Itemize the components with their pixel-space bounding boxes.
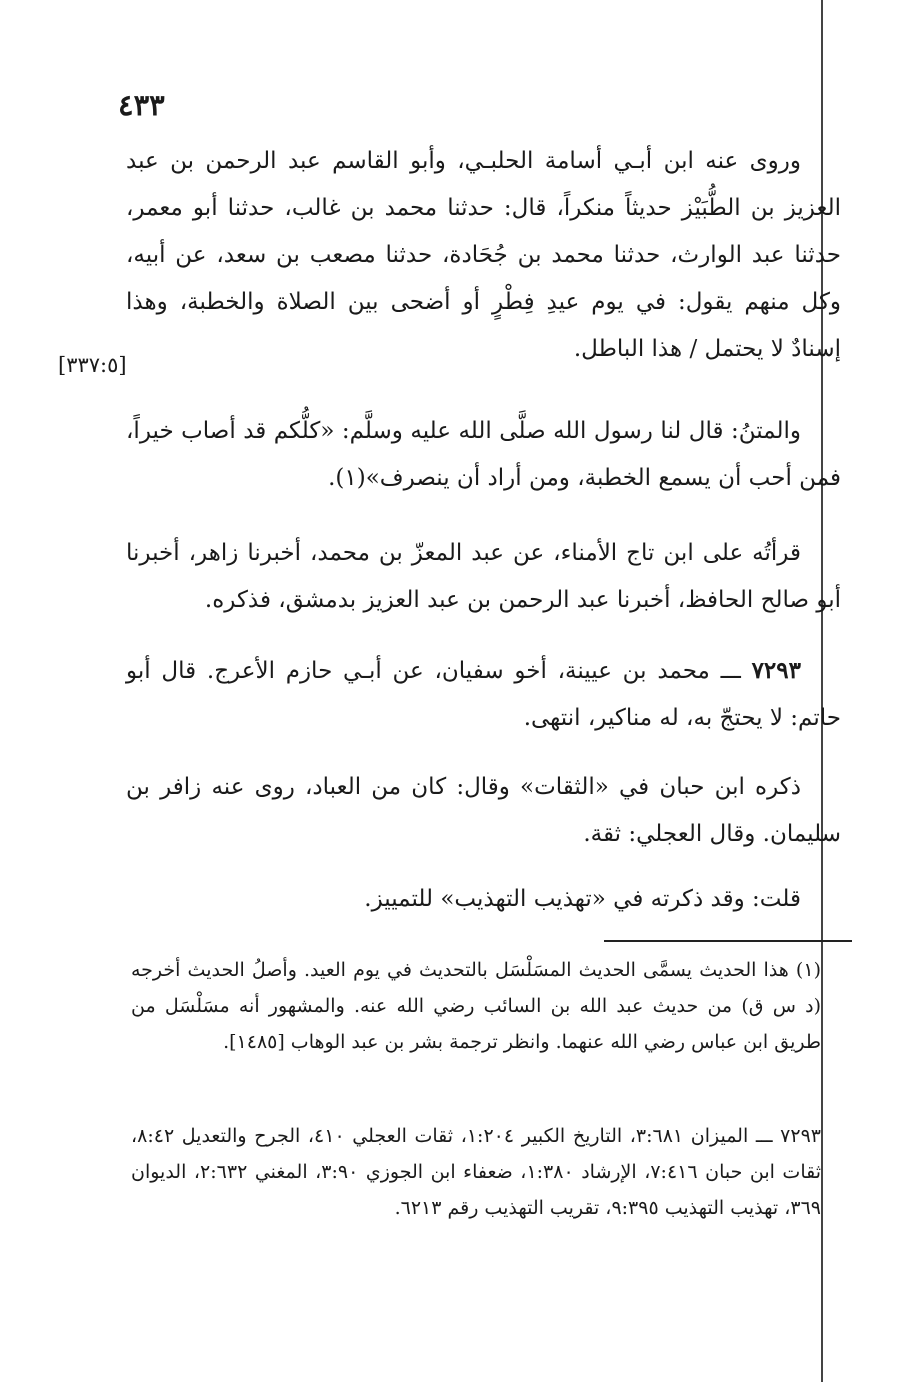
margin-reference: [٣٣٧:٥]: [58, 353, 127, 377]
paragraph-reading-chain: قرأتُه على ابن تاج الأمناء، عن عبد المعزّ بن محمد، أخبرنا زاهر، أخبرنا أبو صالح الحافظ، أخبرنا عبد الرحمن بن عبد العزيز بدمشق، فذكره.: [126, 540, 841, 613]
paragraph-hadith-text: والمتنُ: قال لنا رسول الله صلَّى الله عليه وسلَّم: «كلُّكم قد أصاب خيراً، فمن أحب أن يسمع الخطبة، ومن أراد أن ينصرف»(١).: [126, 418, 841, 491]
entry-7293: [126, 647, 841, 742]
footnote-separator: [604, 940, 852, 942]
paragraph-narration: وروى عنه ابن أبـي أسامة الحلبـي، وأبو القاسم عبد الرحمن بن عبد العزيز بن الطُّبَيْز حديثاً منكراً، قال: حدثنا محمد بن غالب، حدثنا أبو معمر، حدثنا عبد الوارث، حدثنا محمد بن جُحَادة، حدثنا مصعب بن سعد، عن أبيه، وكل منهم يقول: في يوم عيدِ فِطْرٍ أو أضحى بين الصلاة والخطبة، وهذا إسنادٌ لا يحتمل / هذا الباطل.: [126, 148, 841, 362]
paragraph-author-note: قلت: وقد ذكرته في «تهذيب التهذيب» للتمييز.: [364, 886, 801, 912]
footnote-sources-7293: ٧٢٩٣ ـــ الميزان ٣:٦٨١، التاريخ الكبير ١:٢٠٤، ثقات العجلي ٤١٠، الجرح والتعديل ٨:٤٢، ثقات ابن حبان ٧:٤١٦، الإرشاد ١:٣٨٠، ضعفاء ابن الجوزي ٣:٩٠، المغني ٢:٦٣٢، الديوان ٣٦٩، تهذيب التهذيب ٩:٣٩٥، تقريب التهذيب رقم ٦٢١٣.: [131, 1125, 822, 1219]
entry-number: ٧٢٩٣: [751, 657, 801, 684]
paragraph-thiqat: ذكره ابن حبان في «الثقات» وقال: كان من العباد، روى عنه زافر بن سليمان. وقال العجلي: ثقة.: [126, 774, 841, 847]
page-number: ٤٣٣: [118, 88, 165, 122]
entry-text: ـــ محمد بن عيينة، أخو سفيان، عن أبـي حازم الأعرج. قال أبو حاتم: لا يحتجّ به، له مناكير، انتهى.: [126, 658, 841, 731]
footnote-1: (١) هذا الحديث يسمَّى الحديث المسَلْسَل بالتحديث في يوم العيد. وأصلُ الحديث أخرجه (د س ق) من حديث عبد الله بن السائب رضي الله عنه. والمشهور أنه مسَلْسَل من طريق ابن عباس رضي الله عنهما. وانظر ترجمة بشر بن عبد الوهاب [١٤٨٥].: [131, 959, 821, 1053]
